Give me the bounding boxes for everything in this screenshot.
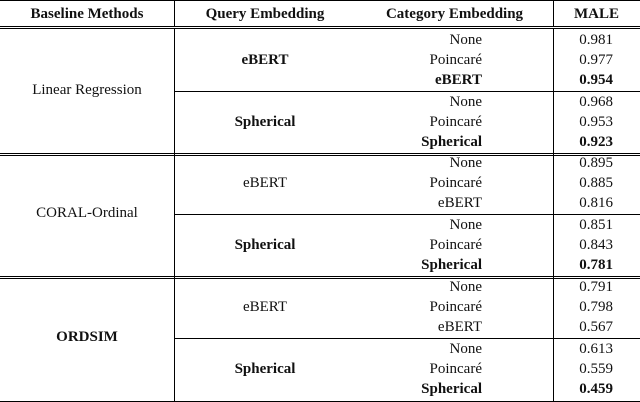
header-query-embedding: Query Embedding	[205, 6, 325, 22]
category-embedding: Poincaré	[429, 114, 482, 130]
category-embedding: None	[449, 217, 482, 233]
column-rule	[553, 29, 554, 154]
column-rule	[174, 276, 175, 401]
group-separator-rule-2	[0, 155, 640, 156]
category-embedding: Poincaré	[429, 52, 482, 68]
category-embedding: None	[449, 32, 482, 48]
male-value: 0.851	[579, 217, 613, 233]
male-value: 0.977	[579, 52, 613, 68]
header-column-rule	[174, 0, 175, 26]
category-embedding: None	[449, 94, 482, 110]
category-embedding: Spherical	[421, 134, 482, 150]
male-value: 0.791	[579, 279, 613, 295]
category-embedding: Spherical	[421, 381, 482, 397]
method-name: CORAL-Ordinal	[36, 204, 138, 221]
male-value: 0.953	[579, 114, 613, 130]
category-embedding: eBERT	[437, 195, 482, 211]
query-embedding: Spherical	[234, 361, 296, 377]
query-embedding: eBERT	[242, 299, 288, 315]
column-rule	[174, 29, 175, 154]
category-embedding: Poincaré	[429, 299, 482, 315]
category-embedding: Spherical	[421, 257, 482, 273]
male-value: 0.781	[579, 257, 613, 273]
male-value: 0.459	[579, 381, 613, 397]
header-top-rule	[0, 0, 640, 1]
male-value: 0.968	[579, 94, 613, 110]
column-rule	[553, 152, 554, 277]
male-value: 0.923	[579, 134, 613, 150]
method-name: Linear Regression	[32, 81, 142, 98]
column-rule	[553, 276, 554, 401]
category-embedding: eBERT	[437, 319, 482, 335]
header-bottom-rule-1	[0, 26, 640, 27]
group-separator-rule-1	[0, 276, 640, 277]
male-value: 0.885	[579, 175, 613, 191]
category-embedding: Poincaré	[429, 237, 482, 253]
header-column-rule	[553, 0, 554, 26]
category-embedding: eBERT	[435, 72, 482, 88]
male-value: 0.816	[579, 195, 613, 211]
category-embedding: Poincaré	[429, 175, 482, 191]
category-embedding: None	[449, 279, 482, 295]
male-value: 0.843	[579, 237, 613, 253]
male-value: 0.798	[579, 299, 613, 315]
male-value: 0.895	[579, 155, 613, 171]
male-value: 0.613	[579, 341, 613, 357]
category-embedding: None	[449, 341, 482, 357]
query-embedding: Spherical	[234, 237, 296, 253]
query-embedding: eBERT	[242, 175, 288, 191]
male-value: 0.559	[579, 361, 613, 377]
male-value: 0.954	[579, 72, 613, 88]
group-separator-rule-2	[0, 278, 640, 279]
header-male: MALE	[574, 6, 619, 22]
query-embedding: Spherical	[234, 114, 296, 130]
male-value: 0.981	[579, 32, 613, 48]
category-embedding: None	[449, 155, 482, 171]
query-embedding: eBERT	[241, 52, 289, 68]
method-name: ORDSIM	[56, 328, 118, 345]
column-rule	[174, 152, 175, 277]
header-category-embedding: Category Embedding	[385, 6, 524, 22]
category-embedding: Poincaré	[429, 361, 482, 377]
group-separator-rule-1	[0, 153, 640, 154]
header-baseline-methods: Baseline Methods	[30, 6, 144, 22]
header-bottom-rule-2	[0, 28, 640, 29]
male-value: 0.567	[579, 319, 613, 335]
